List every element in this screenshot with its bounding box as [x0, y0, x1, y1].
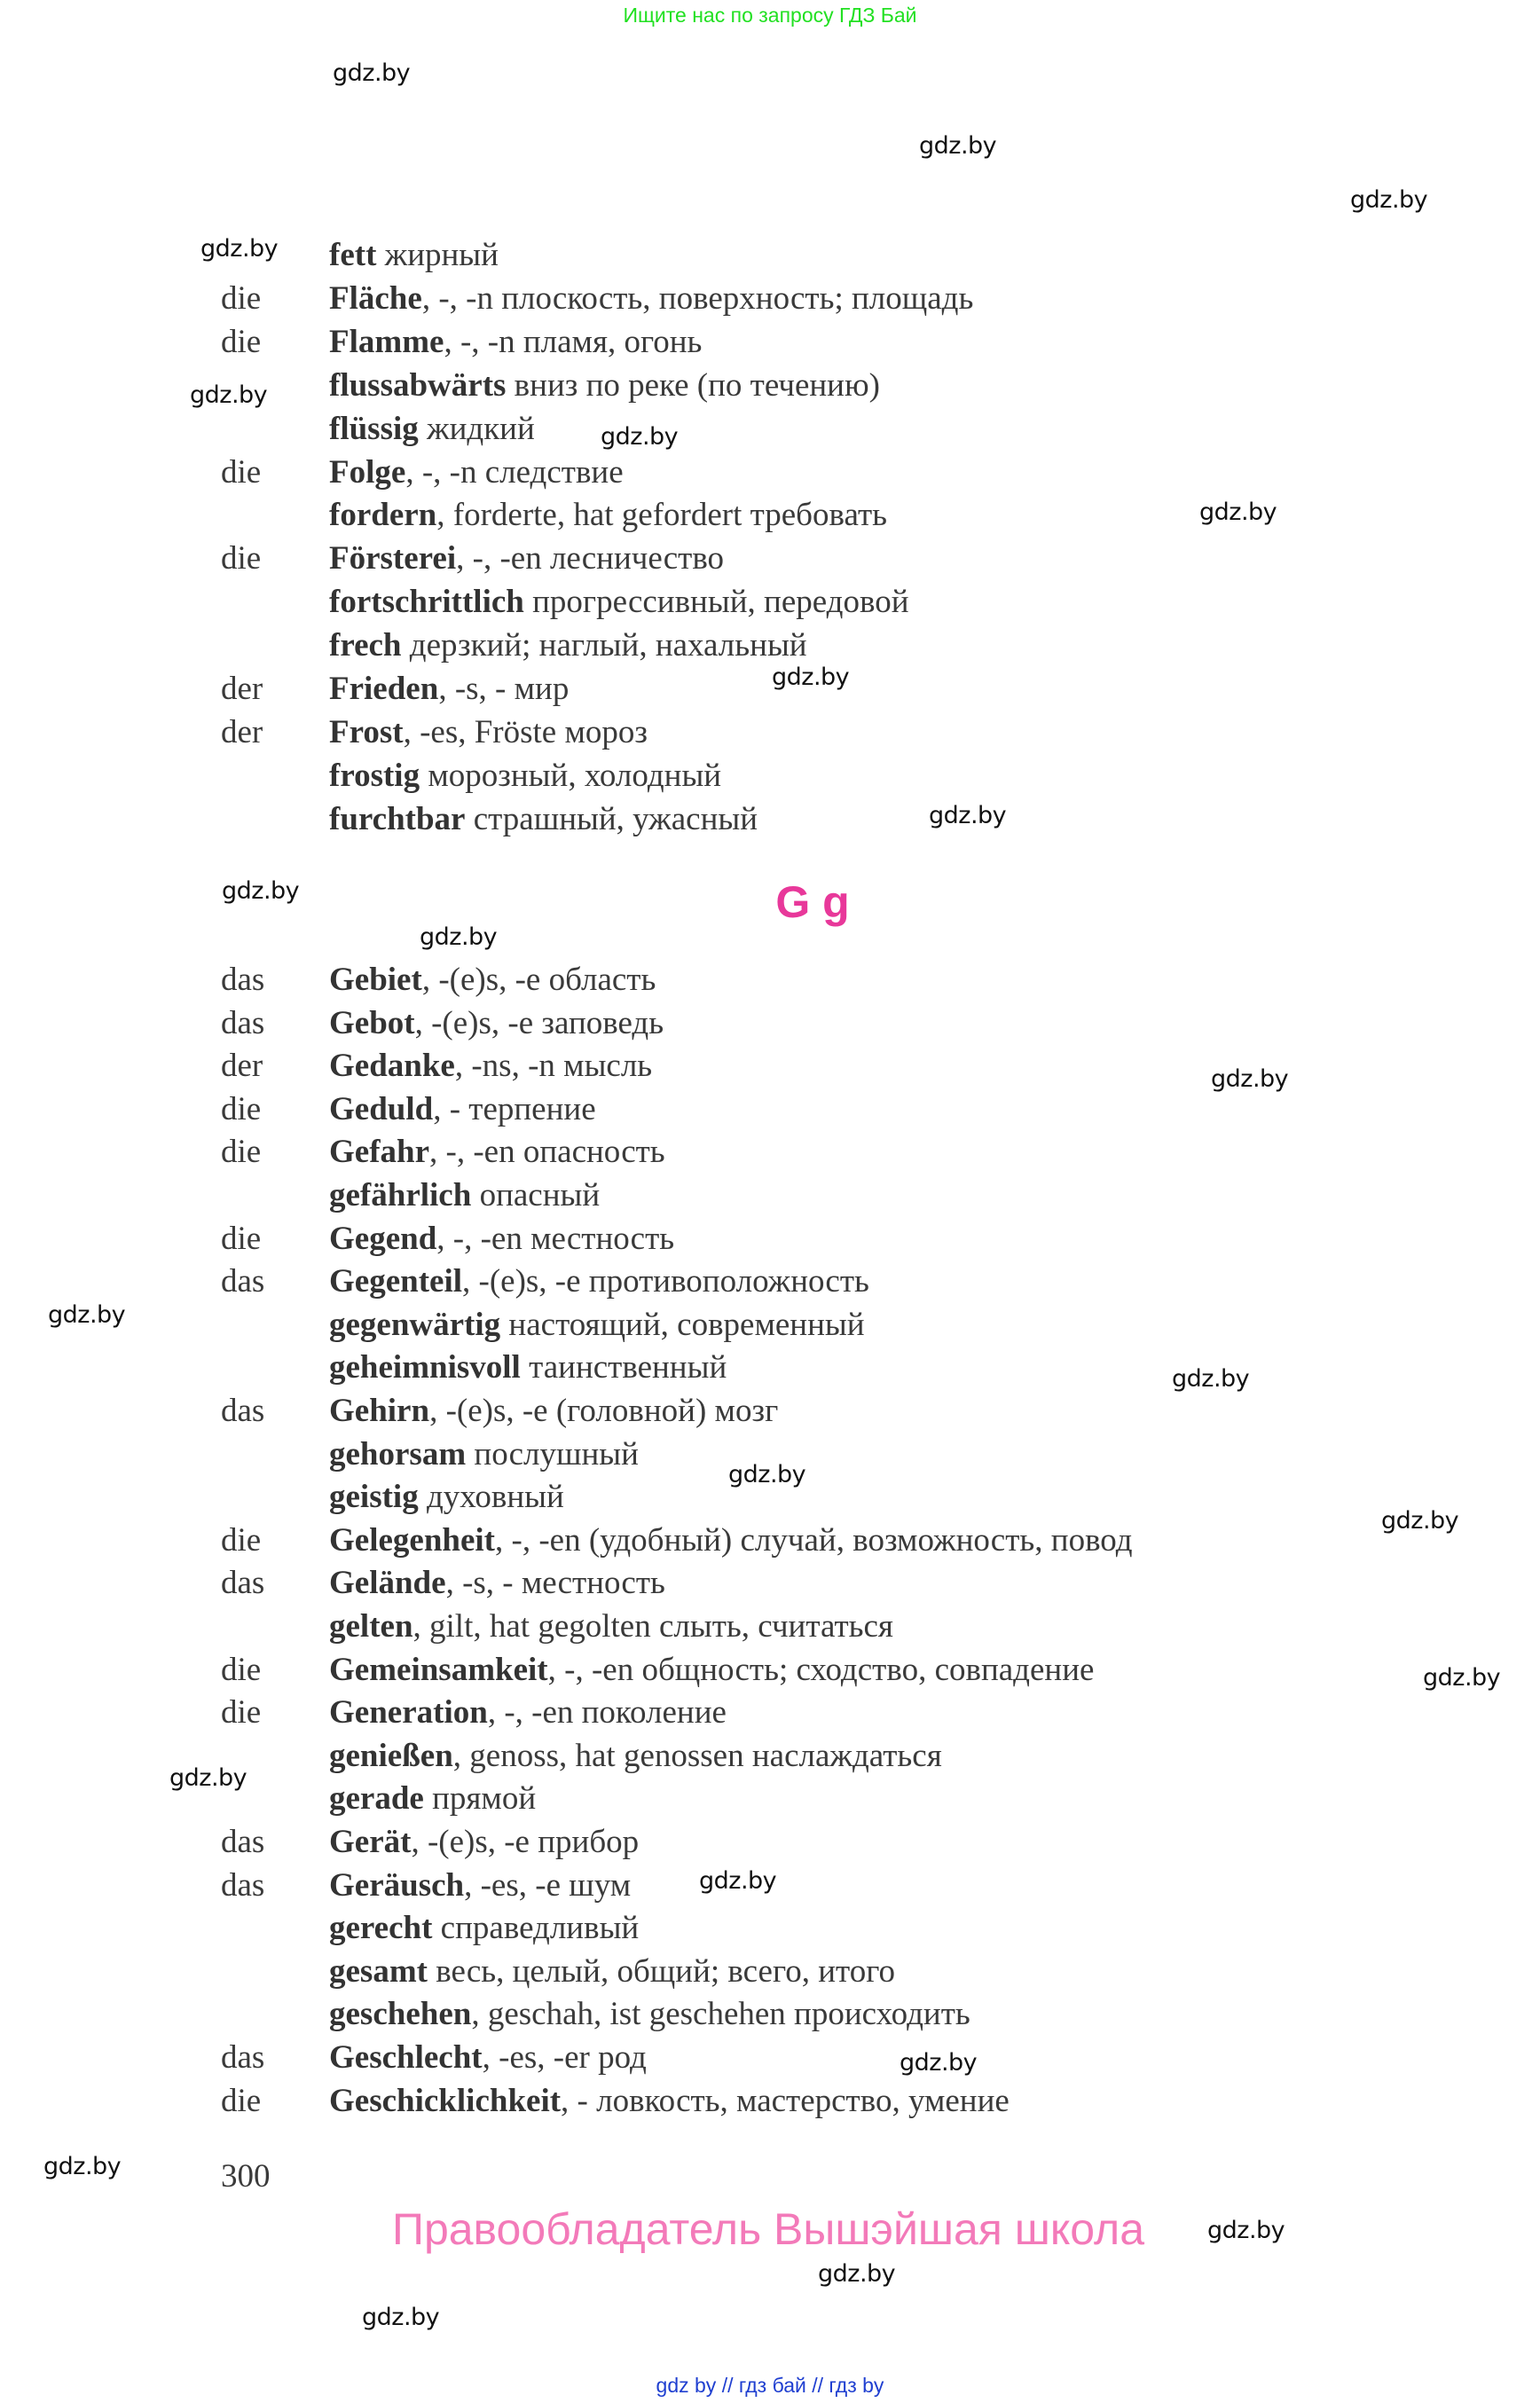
watermark: gdz.by	[1423, 1664, 1501, 1692]
headword: Gelegenheit	[329, 1521, 496, 1559]
article: das	[221, 2039, 265, 2076]
definition: , -(e)s, -e прибор	[411, 1824, 640, 1860]
definition: , -(e)s, -e (головной) мозг	[429, 1393, 779, 1429]
headword: furchtbar	[329, 800, 466, 837]
watermark: gdz.by	[43, 2153, 122, 2180]
headword: Frost	[329, 713, 404, 750]
definition: , -, -n пламя, огонь	[444, 323, 703, 360]
headword: Geschlecht	[329, 2039, 483, 2076]
article: das	[221, 1824, 265, 1860]
headword: geschehen	[329, 1996, 472, 2033]
headword: flussabwärts	[329, 366, 507, 404]
article: die	[221, 540, 262, 577]
article: das	[221, 1004, 265, 1041]
watermark: gdz.by	[1207, 2217, 1285, 2244]
headword: Fläche	[329, 279, 422, 317]
headword: gerecht	[329, 1910, 433, 1947]
article: das	[221, 962, 265, 998]
entry-text	[329, 1130, 665, 1174]
headword: Gedanke	[329, 1048, 455, 1085]
entry-text	[329, 958, 656, 1001]
entry-text	[329, 1260, 869, 1303]
watermark: gdz.by	[1381, 1507, 1459, 1535]
entry-text	[329, 1691, 727, 1734]
definition: жидкий	[418, 410, 535, 447]
article: die	[221, 1090, 262, 1127]
article: der	[221, 671, 263, 707]
headword: Generation	[329, 1694, 488, 1732]
definition: , - терпение	[433, 1090, 596, 1127]
definition: страшный, ужасный	[465, 800, 758, 837]
entry-text	[329, 537, 724, 580]
headword: Geräusch	[329, 1866, 465, 1904]
page-number: 300	[221, 2158, 271, 2195]
definition: морозный, холодный	[420, 757, 722, 794]
definition: , geschah, ist geschehen происходить	[471, 1996, 970, 2033]
article: das	[221, 1393, 265, 1429]
headword: Folge	[329, 453, 406, 491]
entry-text	[329, 451, 624, 494]
headword: geistig	[329, 1479, 419, 1516]
definition: таинственный	[520, 1349, 727, 1386]
entry-text	[329, 1433, 639, 1476]
headword: Försterei	[329, 540, 457, 577]
section-letter-heading: G g	[775, 877, 850, 927]
headword: Gelände	[329, 1565, 446, 1602]
definition: , -, -en (удобный) случай, возможность, повод	[495, 1521, 1133, 1559]
entry-text	[329, 1519, 1133, 1562]
watermark: gdz.by	[818, 2260, 896, 2288]
watermark: gdz.by	[900, 2049, 978, 2077]
headword: fett	[329, 237, 377, 273]
entry-text	[329, 1174, 600, 1217]
article: die	[221, 1521, 262, 1559]
headword: gegenwärtig	[329, 1306, 501, 1343]
article: der	[221, 1048, 263, 1085]
article: die	[221, 453, 262, 491]
headword: Gemeinsamkeit	[329, 1651, 548, 1688]
definition: , -es, Fröste мороз	[403, 713, 648, 750]
entry-text	[329, 493, 887, 537]
entry-text	[329, 624, 807, 667]
headword: frech	[329, 627, 402, 664]
definition: , -(e)s, -e область	[421, 962, 656, 998]
watermark: gdz.by	[48, 1301, 126, 1329]
entry-text	[329, 1044, 652, 1088]
watermark: gdz.by	[601, 423, 679, 451]
headword: Gehirn	[329, 1393, 430, 1429]
entry-text	[329, 797, 758, 841]
entry-text	[329, 1217, 674, 1260]
watermark: gdz.by	[169, 1764, 248, 1792]
entry-text	[329, 667, 569, 711]
definition: справедливый	[432, 1910, 640, 1947]
headword: Gerät	[329, 1824, 412, 1860]
article: die	[221, 1651, 262, 1688]
watermark: gdz.by	[362, 2304, 440, 2331]
headword: fortschrittlich	[329, 584, 524, 621]
definition: , genoss, hat genossen наслаждаться	[452, 1737, 942, 1774]
headword: gefährlich	[329, 1177, 472, 1213]
entry-text	[329, 364, 880, 407]
headword: Geschicklichkeit	[329, 2082, 562, 2119]
watermark: gdz.by	[919, 132, 997, 160]
definition: , -, -en поколение	[487, 1694, 727, 1732]
article: die	[221, 323, 262, 360]
headword: Gegenteil	[329, 1263, 463, 1300]
watermark: gdz.by	[190, 381, 268, 409]
definition: , -ns, -n мысль	[454, 1048, 653, 1085]
headword: gesamt	[329, 1952, 428, 1990]
definition: духовный	[418, 1479, 564, 1516]
watermark: gdz.by	[772, 664, 850, 691]
watermark: gdz.by	[200, 235, 279, 263]
definition: весь, целый, общий; всего, итого	[427, 1952, 895, 1990]
watermark: gdz.by	[929, 802, 1007, 829]
headword: geheimnisvoll	[329, 1349, 521, 1386]
headword: gerade	[329, 1780, 424, 1818]
entry-text	[329, 1303, 865, 1347]
definition: , -s, - местность	[445, 1565, 665, 1602]
definition: жирный	[376, 237, 499, 273]
definition: , -, -en лесничество	[456, 540, 725, 577]
article: die	[221, 279, 262, 317]
definition: вниз по реке (по течению)	[506, 366, 880, 404]
watermark: gdz.by	[222, 877, 300, 905]
headword: gelten	[329, 1608, 413, 1645]
definition: , - ловкость, мастерство, умение	[561, 2082, 1010, 2119]
definition: , gilt, hat gegolten слыть, считаться	[412, 1608, 893, 1645]
headword: Geduld	[329, 1090, 434, 1127]
headword: flüssig	[329, 410, 419, 447]
watermark: gdz.by	[420, 923, 498, 951]
watermark: gdz.by	[1199, 499, 1277, 526]
watermark: gdz.by	[728, 1461, 806, 1488]
entry-text	[329, 1346, 727, 1389]
headword: fordern	[329, 497, 437, 534]
entry-text	[329, 2079, 1010, 2123]
watermark: gdz.by	[699, 1867, 777, 1895]
watermark: gdz.by	[1172, 1365, 1250, 1393]
headword: Gebiet	[329, 962, 422, 998]
article: die	[221, 1134, 262, 1171]
definition: , -, -n плоскость, поверхность; площадь	[421, 279, 974, 317]
definition: , -es, -e шум	[464, 1866, 632, 1904]
definition: послушный	[466, 1435, 639, 1472]
entry-text	[329, 1992, 970, 2036]
definition: , -, -en общность; сходство, совпадение	[547, 1651, 1095, 1688]
entry-text	[329, 1475, 564, 1519]
definition: , -(e)s, -e заповедь	[414, 1004, 664, 1041]
entry-text	[329, 1561, 665, 1605]
entry-text	[329, 1734, 942, 1778]
headword: Frieden	[329, 671, 439, 707]
entry-text	[329, 233, 499, 277]
definition: , -(e)s, -e противоположность	[462, 1263, 869, 1300]
article: das	[221, 1263, 265, 1300]
article: die	[221, 1220, 262, 1257]
footer-links[interactable]: gdz by // гдз бай // гдз by	[656, 2374, 884, 2397]
definition: , -es, -er род	[482, 2039, 647, 2076]
article: das	[221, 1866, 265, 1904]
definition: прогрессивный, передовой	[523, 584, 909, 621]
definition: , -, -en местность	[436, 1220, 675, 1257]
entry-text	[329, 1605, 893, 1648]
definition: , -, -n следствие	[405, 453, 624, 491]
article: das	[221, 1565, 265, 1602]
entry-text	[329, 1906, 639, 1950]
headword: Gefahr	[329, 1134, 430, 1171]
watermark: gdz.by	[1211, 1065, 1289, 1093]
entry-text	[329, 754, 721, 797]
article: die	[221, 2082, 262, 2119]
entry-text	[329, 1950, 895, 1993]
definition: , -, -en опасность	[429, 1134, 665, 1171]
entry-text	[329, 2036, 647, 2079]
entry-text	[329, 1088, 596, 1131]
definition: , -s, - мир	[438, 671, 570, 707]
headword: Flamme	[329, 323, 444, 360]
headword: Gebot	[329, 1004, 415, 1041]
article: die	[221, 1694, 262, 1732]
entry-text	[329, 277, 973, 320]
entry-text	[329, 1001, 664, 1045]
entry-text	[329, 1864, 631, 1907]
entry-text	[329, 1777, 536, 1820]
copyright-notice: Правообладатель Вышэйшая школа	[392, 2204, 1144, 2254]
headword: gehorsam	[329, 1435, 467, 1472]
definition: прямой	[423, 1780, 537, 1818]
watermark: gdz.by	[333, 59, 411, 87]
definition: , forderte, hat gefordert требовать	[436, 497, 887, 534]
entry-text	[329, 1389, 778, 1433]
definition: настоящий, современный	[500, 1306, 865, 1343]
entry-text	[329, 320, 702, 364]
entry-text	[329, 1820, 639, 1864]
watermark: gdz.by	[1350, 186, 1428, 214]
headword: Gegend	[329, 1220, 437, 1257]
entry-text	[329, 580, 909, 624]
article: der	[221, 713, 263, 750]
entry-text	[329, 711, 648, 754]
headword: genießen	[329, 1737, 453, 1774]
search-banner[interactable]: Ищите нас по запросу ГДЗ Бай	[623, 4, 917, 27]
definition: дерзкий; наглый, нахальный	[401, 627, 807, 664]
definition: опасный	[471, 1177, 601, 1213]
headword: frostig	[329, 757, 420, 794]
entry-text	[329, 407, 535, 451]
entry-text	[329, 1648, 1094, 1692]
